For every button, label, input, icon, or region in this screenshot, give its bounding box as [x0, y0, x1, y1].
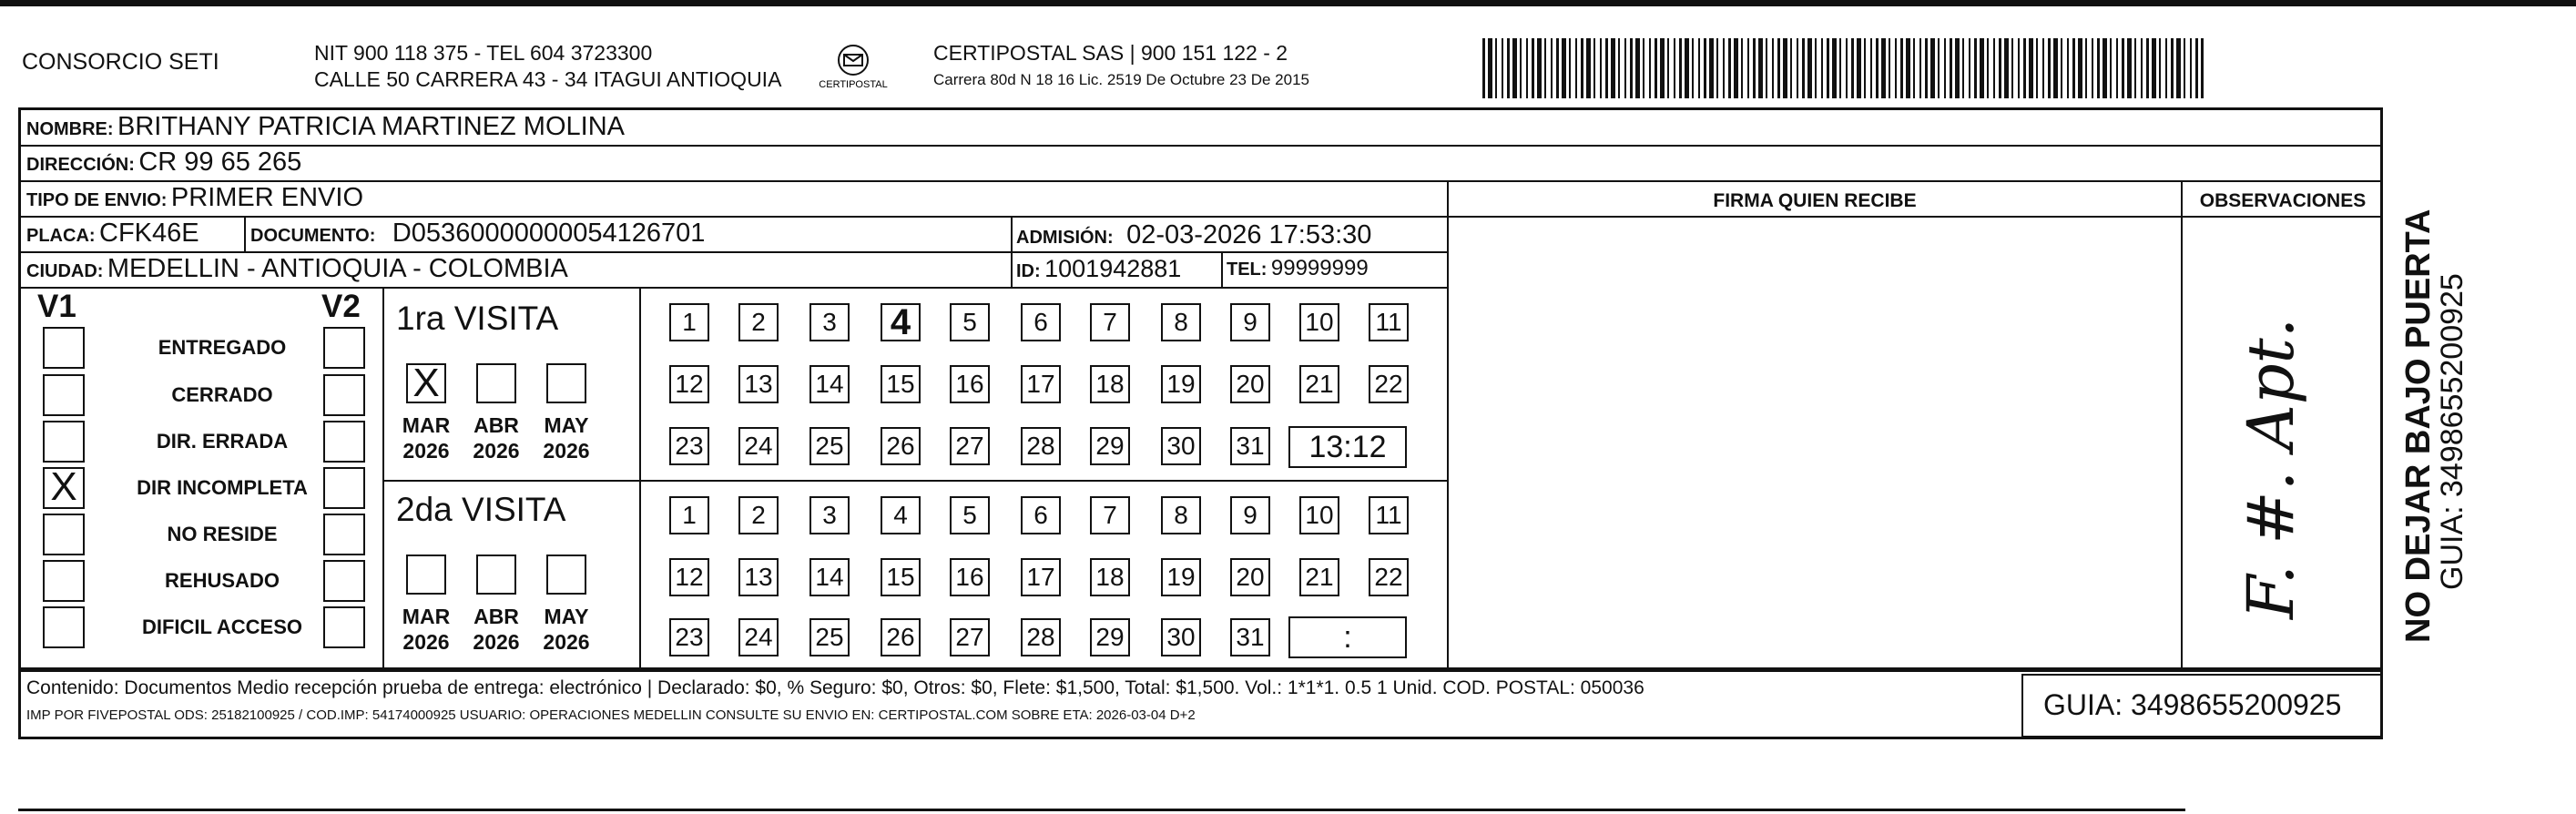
tel-field	[1227, 256, 1369, 281]
visit1-month-checkbox[interactable]	[476, 363, 516, 403]
nombre-value: BRITHANY PATRICIA MARTINEZ MOLINA	[117, 112, 625, 141]
status-label: DIR. ERRADA	[156, 430, 289, 453]
visit1-day-box[interactable]: 1	[669, 303, 709, 341]
visit1-day-box[interactable]: 29	[1090, 427, 1130, 465]
visit1-day-box[interactable]: 27	[950, 427, 990, 465]
admision-value: 02-03-2026 17:53:30	[1126, 220, 1372, 249]
visit2-day-box[interactable]: 22	[1369, 558, 1409, 596]
visit2-day-box[interactable]: 9	[1230, 496, 1270, 534]
status-label: ENTREGADO	[158, 336, 287, 359]
v1-checkbox[interactable]	[43, 560, 85, 602]
visit2-day-box[interactable]: 12	[669, 558, 709, 596]
col-divider	[1447, 180, 1449, 670]
visit1-year-label: 2026	[402, 439, 450, 463]
v1-checkbox[interactable]	[43, 421, 85, 463]
visit1-day-box[interactable]: 31	[1230, 427, 1270, 465]
visit1-month-label: MAY	[544, 413, 589, 437]
visit2-day-box[interactable]: 10	[1299, 496, 1339, 534]
visit2-day-box[interactable]: 28	[1021, 618, 1061, 656]
row-divider	[21, 180, 2383, 182]
col-divider	[639, 287, 641, 670]
visit2-day-box[interactable]: 17	[1021, 558, 1061, 596]
visit1-title: 1ra VISITA	[396, 300, 559, 337]
visit2-day-box[interactable]: 8	[1161, 496, 1201, 534]
visit1-day-box[interactable]: 22	[1369, 365, 1409, 403]
documento-value: D05360000000054126701	[392, 219, 706, 248]
visit1-day-box[interactable]: 2	[738, 303, 779, 341]
visit2-day-box[interactable]: 30	[1161, 618, 1201, 656]
tel-value: 99999999	[1270, 256, 1369, 280]
v2-header: V2	[321, 289, 361, 324]
footer-frame	[18, 670, 2383, 739]
visit1-month-label: MAR	[402, 413, 451, 437]
visit2-day-box[interactable]: 4	[881, 496, 921, 534]
v2-checkbox[interactable]	[323, 327, 365, 369]
visit2-title: 2da VISITA	[396, 491, 566, 528]
visit2-day-box[interactable]: 25	[809, 618, 850, 656]
ciudad-label: CIUDAD:	[26, 261, 104, 281]
visit2-day-box[interactable]: 14	[809, 558, 850, 596]
visit2-day-box[interactable]: 15	[881, 558, 921, 596]
visit2-day-box[interactable]: 5	[950, 496, 990, 534]
barcode	[1482, 38, 2204, 98]
visit1-day-box[interactable]: 7	[1090, 303, 1130, 341]
visit1-day-box[interactable]: 19	[1161, 365, 1201, 403]
visit2-day-box[interactable]: 20	[1230, 558, 1270, 596]
visit1-month-checkbox[interactable]	[546, 363, 586, 403]
documento-field	[250, 219, 705, 249]
visit1-day-box[interactable]: 18	[1090, 365, 1130, 403]
v2-checkbox[interactable]	[323, 374, 365, 416]
visit2-day-box[interactable]: 11	[1369, 496, 1409, 534]
no-dejar-bajo-puerta: NO DEJAR BAJO PUERTA	[2399, 209, 2438, 643]
admision-label: ADMISIÓN:	[1016, 228, 1114, 248]
visit1-day-box[interactable]: 3	[809, 303, 850, 341]
visit1-day-box[interactable]: 24	[738, 427, 779, 465]
visit1-day-box[interactable]: 14	[809, 365, 850, 403]
placa-field	[26, 219, 199, 249]
observation-handwriting	[2222, 300, 2349, 628]
visit1-day-box[interactable]: 28	[1021, 427, 1061, 465]
visit1-day-box[interactable]: 13	[738, 365, 779, 403]
v2-checkbox[interactable]	[323, 421, 365, 463]
visit2-year-label: 2026	[473, 630, 520, 654]
imp-line: IMP POR FIVEPOSTAL ODS: 25182100925 / COD.IMP: 54174000925 USUARIO: OPERACIONES MEDELLIN CONSULTE SU ENVIO EN: CERTIPOSTAL.COM SOBRE ETA: 2026-03-04 D+2	[26, 707, 1196, 723]
direccion-label: DIRECCIÓN:	[26, 155, 135, 175]
v2-checkbox[interactable]	[323, 606, 365, 648]
contenido-line: Contenido: Documentos Medio recepción prueba de entrega: electrónico | Declarado: $0, % Seguro: $0, Otros: $0, Flete: $1,500, Total: $1,500. Vol.: 1*1*1. 0.5 1 Unid. COD. POSTAL: 050036	[26, 677, 1644, 698]
logo-text: CERTIPOSTAL	[819, 79, 888, 90]
visit1-day-box[interactable]: 30	[1161, 427, 1201, 465]
visit1-day-box[interactable]: 11	[1369, 303, 1409, 341]
visit2-day-box[interactable]: 13	[738, 558, 779, 596]
address-line: CALLE 50 CARRERA 43 - 34 ITAGUI ANTIOQUIA	[314, 67, 782, 91]
v1-header: V1	[37, 289, 76, 324]
v1-checkbox[interactable]: X	[43, 467, 85, 509]
visit1-month-checkbox[interactable]: X	[406, 363, 446, 403]
visit2-day-box[interactable]: 21	[1299, 558, 1339, 596]
certipostal-info	[933, 40, 1309, 93]
col-divider	[2181, 180, 2183, 670]
visit2-day-box[interactable]: 27	[950, 618, 990, 656]
visit1-day-box[interactable]: 5	[950, 303, 990, 341]
id-label: ID:	[1016, 261, 1041, 281]
status-label: DIR INCOMPLETA	[137, 476, 308, 499]
row-divider	[21, 216, 2383, 218]
v1-checkbox[interactable]	[43, 327, 85, 369]
visit1-day-box[interactable]: 12	[669, 365, 709, 403]
visit1-day-box[interactable]: 9	[1230, 303, 1270, 341]
company-contact	[314, 40, 781, 93]
col-divider	[1011, 216, 1013, 287]
visit2-day-box[interactable]: 2	[738, 496, 779, 534]
certipostal-logo	[816, 42, 891, 102]
tipo-value: PRIMER ENVIO	[170, 183, 364, 212]
col-divider	[382, 287, 384, 670]
nombre-field	[26, 112, 625, 142]
company-name: CONSORCIO SETI	[22, 49, 219, 75]
admision-field	[1016, 220, 1371, 250]
col-divider	[1221, 251, 1223, 287]
v2-checkbox[interactable]	[323, 514, 365, 555]
visit1-day-box[interactable]: 10	[1299, 303, 1339, 341]
visit1-day-box[interactable]: 16	[950, 365, 990, 403]
visit2-day-box[interactable]: 7	[1090, 496, 1130, 534]
visit1-day-box[interactable]: 26	[881, 427, 921, 465]
visit2-day-box[interactable]: 29	[1090, 618, 1130, 656]
v1-checkbox[interactable]	[43, 374, 85, 416]
visit1-day-box[interactable]: 17	[1021, 365, 1061, 403]
visit2-day-box[interactable]: 23	[669, 618, 709, 656]
firma-header: FIRMA QUIEN RECIBE	[1713, 190, 1917, 211]
direccion-value: CR 99 65 265	[138, 148, 302, 177]
placa-label: PLACA:	[26, 226, 96, 246]
side-labels	[2397, 109, 2469, 665]
row-divider	[21, 145, 2383, 147]
visit-divider	[382, 480, 1447, 482]
visit1-day-box[interactable]: 8	[1161, 303, 1201, 341]
status-label: DIFICIL ACCESO	[141, 616, 302, 638]
visit2-month-label: ABR	[473, 605, 519, 628]
bottom-border	[18, 809, 2185, 811]
visit2-day-box[interactable]: 26	[881, 618, 921, 656]
visit2-month-checkbox[interactable]	[476, 555, 516, 595]
v2-checkbox[interactable]	[323, 560, 365, 602]
visit2-day-box[interactable]: 19	[1161, 558, 1201, 596]
tipo-field	[26, 183, 363, 213]
direccion-field	[26, 148, 301, 178]
visit1-day-box[interactable]: 20	[1230, 365, 1270, 403]
visit1-day-box-marked[interactable]: 4	[881, 303, 921, 341]
status-label: REHUSADO	[165, 569, 280, 592]
ciudad-value: MEDELLIN - ANTIOQUIA - COLOMBIA	[107, 254, 568, 283]
visit1-month-label: ABR	[473, 413, 519, 437]
row-divider	[21, 251, 1447, 253]
col-divider	[244, 216, 246, 251]
v2-checkbox[interactable]	[323, 467, 365, 509]
status-label: CERRADO	[171, 383, 273, 406]
status-label: NO RESIDE	[167, 523, 278, 545]
visit2-month-label: MAR	[402, 605, 451, 628]
tel-label: TEL:	[1227, 259, 1268, 280]
visit2-day-box[interactable]: 18	[1090, 558, 1130, 596]
observation-note: F. #. Apt.	[2234, 317, 2308, 619]
guia-number: GUIA: 3498655200925	[2043, 688, 2342, 721]
visit2-month-checkbox[interactable]	[406, 555, 446, 595]
visit2-year-label: 2026	[402, 630, 450, 654]
nit-line: NIT 900 118 375 - TEL 604 3723300	[314, 41, 653, 65]
id-value: 1001942881	[1044, 255, 1182, 282]
visit1-year-label: 2026	[543, 439, 590, 463]
visit2-day-box[interactable]: 24	[738, 618, 779, 656]
tipo-label: TIPO DE ENVIO:	[26, 190, 168, 210]
visit2-time: :	[1288, 616, 1407, 658]
visit1-day-box[interactable]: 23	[669, 427, 709, 465]
visit1-day-box[interactable]: 21	[1299, 365, 1339, 403]
visit2-day-box[interactable]: 3	[809, 496, 850, 534]
v1-checkbox[interactable]	[43, 514, 85, 555]
nombre-label: NOMBRE:	[26, 119, 114, 139]
visit1-day-box[interactable]: 15	[881, 365, 921, 403]
id-field	[1016, 255, 1181, 283]
visit2-day-box[interactable]: 1	[669, 496, 709, 534]
cert-line: CERTIPOSTAL SAS | 900 151 122 - 2	[933, 41, 1288, 65]
visit2-day-box[interactable]: 16	[950, 558, 990, 596]
cert-license: Carrera 80d N 18 16 Lic. 2519 De Octubre 23 De 2015	[933, 71, 1309, 88]
visit2-day-box[interactable]: 6	[1021, 496, 1061, 534]
row-divider	[21, 287, 1447, 289]
visit2-month-checkbox[interactable]	[546, 555, 586, 595]
visit1-time: 13:12	[1288, 426, 1407, 468]
observaciones-header: OBSERVACIONES	[2199, 190, 2367, 211]
visit1-year-label: 2026	[473, 439, 520, 463]
placa-value: CFK46E	[99, 219, 199, 248]
visit2-day-box[interactable]: 31	[1230, 618, 1270, 656]
visit2-month-label: MAY	[544, 605, 589, 628]
documento-label: DOCUMENTO:	[250, 226, 376, 246]
v1-checkbox[interactable]	[43, 606, 85, 648]
ciudad-field	[26, 254, 568, 284]
side-guia: GUIA: 3498655200925	[2435, 273, 2469, 590]
top-border	[0, 0, 2576, 6]
visit1-day-box[interactable]: 25	[809, 427, 850, 465]
visit1-day-box[interactable]: 6	[1021, 303, 1061, 341]
visit2-year-label: 2026	[543, 630, 590, 654]
